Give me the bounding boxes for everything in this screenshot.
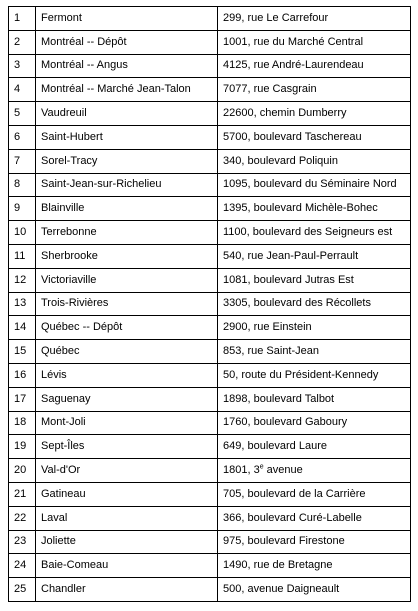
table-row (9, 173, 411, 197)
address-cell (218, 149, 411, 173)
row-number-cell: 6 (9, 125, 36, 149)
table-row (9, 411, 411, 435)
address-cell (218, 554, 411, 578)
table-row (9, 435, 411, 459)
address-cell (218, 482, 411, 506)
address-cell (218, 221, 411, 245)
address-cell (218, 459, 411, 483)
address-cell (218, 435, 411, 459)
address-text: 22600, chemin Dumberry (223, 107, 347, 120)
table-row (9, 292, 411, 316)
table-row (9, 7, 411, 31)
row-number-cell: 19 (9, 435, 36, 459)
address-text: 340, boulevard Poliquin (223, 154, 338, 167)
table-row (9, 482, 411, 506)
table-row (9, 316, 411, 340)
row-number-cell: 9 (9, 197, 36, 221)
city-cell: Sorel-Tracy (36, 149, 218, 173)
row-number-cell: 2 (9, 30, 36, 54)
address-text: 1490, rue de Bretagne (223, 559, 333, 572)
table-row (9, 506, 411, 530)
address-text: 540, rue Jean-Paul-Perrault (223, 249, 359, 262)
address-text: 1760, boulevard Gaboury (223, 416, 348, 429)
address-text: 4125, rue André-Laurendeau (223, 59, 364, 72)
table-row (9, 244, 411, 268)
row-number-cell: 12 (9, 268, 36, 292)
address-text: 1081, boulevard Jutras Est (223, 273, 354, 286)
address-text: 366, boulevard Curé-Labelle (223, 511, 362, 524)
row-number-cell: 18 (9, 411, 36, 435)
row-number-cell: 22 (9, 506, 36, 530)
row-number-cell: 11 (9, 244, 36, 268)
table-row (9, 125, 411, 149)
address-cell (218, 173, 411, 197)
city-cell: Sherbrooke (36, 244, 218, 268)
table-row (9, 340, 411, 364)
city-cell: Saint-Hubert (36, 125, 218, 149)
row-number-cell: 4 (9, 78, 36, 102)
address-cell (218, 387, 411, 411)
address-text: 2900, rue Einstein (223, 321, 312, 334)
table-row (9, 530, 411, 554)
city-cell: Sept-Îles (36, 435, 218, 459)
table-row (9, 149, 411, 173)
address-cell (218, 30, 411, 54)
address-text: 1395, boulevard Michèle-Bohec (223, 202, 378, 215)
row-number-cell: 24 (9, 554, 36, 578)
row-number-cell: 10 (9, 221, 36, 245)
address-cell (218, 340, 411, 364)
row-number-cell: 13 (9, 292, 36, 316)
address-text: 50, route du Président-Kennedy (223, 368, 379, 381)
city-cell: Laval (36, 506, 218, 530)
address-cell (218, 506, 411, 530)
row-number-cell: 3 (9, 54, 36, 78)
table-row (9, 578, 411, 602)
address-cell (218, 578, 411, 602)
row-number-cell: 25 (9, 578, 36, 602)
address-cell (218, 316, 411, 340)
row-number-cell: 16 (9, 363, 36, 387)
city-cell: Montréal -- Dépôt (36, 30, 218, 54)
city-cell: Val-d'Or (36, 459, 218, 483)
address-cell (218, 197, 411, 221)
city-cell: Saguenay (36, 387, 218, 411)
locations-table-body (9, 7, 411, 602)
city-cell: Saint-Jean-sur-Richelieu (36, 173, 218, 197)
city-cell: Québec -- Dépôt (36, 316, 218, 340)
address-text: 1001, rue du Marché Central (223, 35, 364, 48)
address-text: 500, avenue Daigneault (223, 583, 340, 596)
address-text: 3305, boulevard des Récollets (223, 297, 371, 310)
table-row (9, 387, 411, 411)
address-text: 1801, 3 (223, 464, 260, 477)
address-cell (218, 78, 411, 102)
city-cell: Lévis (36, 363, 218, 387)
table-row (9, 54, 411, 78)
table-row (9, 363, 411, 387)
table-row (9, 78, 411, 102)
address-cell (218, 530, 411, 554)
address-text: 705, boulevard de la Carrière (223, 487, 366, 500)
city-cell: Québec (36, 340, 218, 364)
address-suffix: avenue (263, 464, 303, 477)
address-cell (218, 244, 411, 268)
address-text: 5700, boulevard Taschereau (223, 130, 362, 143)
table-row (9, 197, 411, 221)
row-number-cell: 8 (9, 173, 36, 197)
city-cell: Vaudreuil (36, 102, 218, 126)
address-cell (218, 268, 411, 292)
address-text: 1898, boulevard Talbot (223, 392, 335, 405)
address-text: 853, rue Saint-Jean (223, 345, 320, 358)
address-cell (218, 125, 411, 149)
row-number-cell: 21 (9, 482, 36, 506)
row-number-cell: 14 (9, 316, 36, 340)
row-number-cell: 17 (9, 387, 36, 411)
row-number-cell: 20 (9, 459, 36, 483)
address-text: 299, rue Le Carrefour (223, 11, 329, 24)
table-row (9, 459, 411, 483)
address-cell (218, 292, 411, 316)
city-cell: Gatineau (36, 482, 218, 506)
table-row (9, 102, 411, 126)
row-number-cell: 15 (9, 340, 36, 364)
address-ordinal-superscript: e (259, 463, 264, 471)
address-text: 1100, boulevard des Seigneurs est (223, 226, 393, 239)
row-number-cell: 5 (9, 102, 36, 126)
address-text: 975, boulevard Firestone (223, 535, 345, 548)
address-text: 649, boulevard Laure (223, 440, 327, 453)
table-row (9, 554, 411, 578)
address-text: 7077, rue Casgrain (223, 83, 317, 96)
row-number-cell: 7 (9, 149, 36, 173)
city-cell: Trois-Rivières (36, 292, 218, 316)
address-cell (218, 102, 411, 126)
locations-table (8, 6, 411, 602)
address-cell (218, 54, 411, 78)
city-cell: Montréal -- Angus (36, 54, 218, 78)
table-row (9, 221, 411, 245)
city-cell: Chandler (36, 578, 218, 602)
row-number-cell: 23 (9, 530, 36, 554)
address-text: 1095, boulevard du Séminaire Nord (223, 178, 397, 191)
city-cell: Blainville (36, 197, 218, 221)
city-cell: Victoriaville (36, 268, 218, 292)
table-row (9, 268, 411, 292)
city-cell: Terrebonne (36, 221, 218, 245)
city-cell: Mont-Joli (36, 411, 218, 435)
city-cell: Baie-Comeau (36, 554, 218, 578)
city-cell: Fermont (36, 7, 218, 31)
city-cell: Joliette (36, 530, 218, 554)
row-number-cell: 1 (9, 7, 36, 31)
address-cell (218, 363, 411, 387)
address-cell (218, 7, 411, 31)
city-cell: Montréal -- Marché Jean-Talon (36, 78, 218, 102)
table-row (9, 30, 411, 54)
address-cell (218, 411, 411, 435)
